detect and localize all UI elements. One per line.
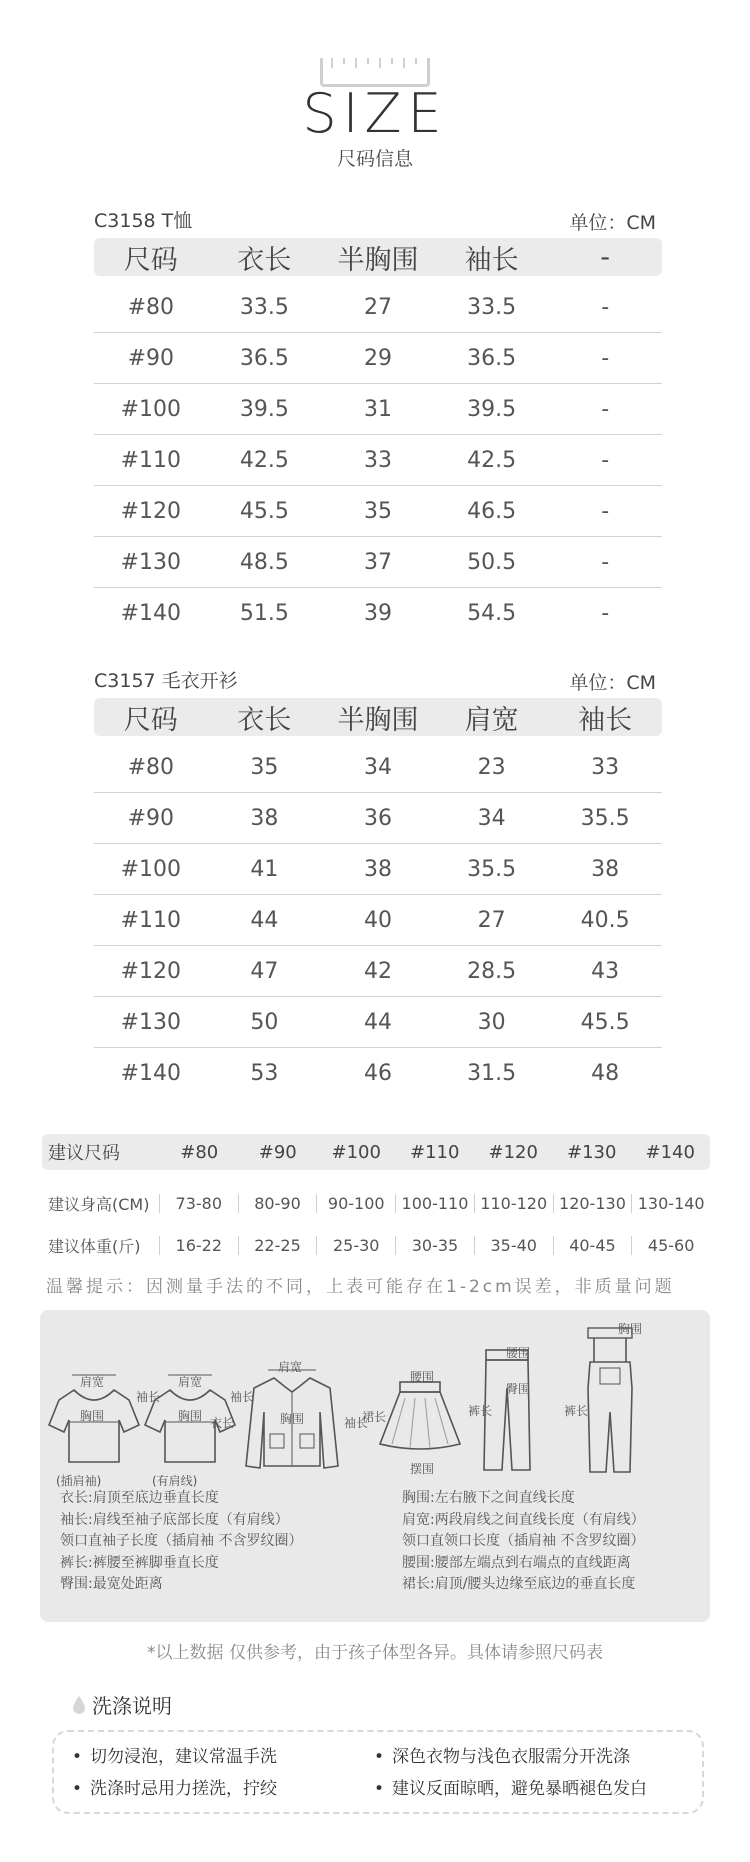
recommend-size: #100 [331,1141,381,1163]
table-cell: #80 [127,294,175,320]
recommend-size: #130 [567,1141,617,1163]
overalls-illustration [570,1322,650,1478]
definition-line: 裤长:裤腰至裤脚垂直长度 [60,1554,219,1571]
table-cell: - [601,498,610,524]
table-cell: - [601,294,610,320]
definition-line: 袖长:肩线至袖子底部长度（有肩线） [60,1511,289,1528]
size-table-2 [94,698,662,1098]
table-cell: 39 [363,600,392,626]
measurement-tip: 温馨提示：因测量手法的不同，上表可能存在1-2cm误差，非质量问题 [46,1277,675,1297]
table-cell: #120 [120,958,182,984]
table-row [94,333,662,384]
wash-instructions-box [52,1730,704,1814]
table-cell: 39.5 [239,396,289,422]
column-header: 肩宽 [464,704,519,736]
recommend-table [42,1134,710,1266]
table-cell: 28.5 [467,958,517,984]
table-cell: 50.5 [467,549,517,575]
recommend-height-row [42,1182,710,1224]
weight-unit: (斤) [112,1236,141,1256]
table-cell: - [601,549,610,575]
table-cell: 35 [363,498,392,524]
definition-line: 腰围:腰部左端点到右端点的直线距离 [402,1554,631,1571]
table-cell: #130 [120,1009,182,1035]
column-header: 衣长 [237,704,292,736]
table-cell: 51.5 [239,600,289,626]
reference-note: *以上数据 仅供参考，由于孩子体型各异。具体请参照尺码表 [147,1643,603,1663]
definitions-left [60,1488,302,1596]
table-cell: #140 [120,600,182,626]
recommend-size: #110 [410,1141,460,1163]
table-cell: 31.5 [467,1060,517,1086]
weight-value: 16-22 [159,1236,238,1255]
table-cell: 38 [250,805,279,831]
table-cell: 39.5 [467,396,517,422]
table-row [94,588,662,638]
wash-item: • 建议反面晾晒，避免暴晒褪色发白 [374,1774,647,1799]
table-cell: 43 [591,958,620,984]
table-cell: #130 [120,549,182,575]
column-header: - [600,241,611,273]
table-cell: 46.5 [467,498,517,524]
label-chest-6: 胸围 [618,1322,643,1336]
weight-label: 建议体重 [48,1236,113,1256]
recommend-header [42,1134,710,1170]
size-table-1 [94,238,662,638]
label-hip-5: 臀围 [506,1382,531,1396]
height-value: 120-130 [553,1194,632,1213]
table-cell: 50 [250,1009,279,1035]
recommend-size-label: 建议尺码 [48,1143,120,1164]
definition-line: 胸围:左右腋下之间直线长度 [402,1490,575,1506]
table-cell: #110 [120,907,182,933]
table-cell: 53 [250,1060,279,1086]
weight-value: 40-45 [553,1236,632,1255]
height-label: 建议身高 [48,1194,113,1214]
definitions-right [402,1488,645,1596]
recommend-size: #80 [180,1141,219,1163]
weight-value: 45-60 [631,1236,710,1255]
label-skirt-4: 裙长 [362,1410,387,1424]
definition-line: 臀围:最宽处距离 [60,1576,163,1592]
table-cell: 48.5 [239,549,289,575]
label-sleeve-2: 袖长 [230,1390,255,1404]
table-cell: 33.5 [467,294,517,320]
column-header: 半胸围 [337,244,419,276]
table-cell: #110 [120,447,182,473]
column-header: 袖长 [464,244,519,276]
table-row [94,282,662,333]
table2-name: C3157 毛衣开衫 [94,670,238,692]
table-cell: 33.5 [239,294,289,320]
table-cell: #80 [127,754,175,780]
table-cell: 44 [363,1009,392,1035]
table-cell: 27 [477,907,506,933]
table-header [94,238,662,276]
table-cell: 34 [477,805,506,831]
table-cell: 45.5 [239,498,289,524]
recommend-size: #90 [258,1141,297,1163]
table-row [94,895,662,946]
page-subtitle: 尺码信息 [336,148,413,170]
table-cell: 33 [591,754,620,780]
label-chest-3: 胸围 [280,1412,305,1426]
table-row [94,435,662,486]
definition-line: 衣长:肩顶至底边垂直长度 [60,1490,219,1506]
table-row [94,742,662,793]
label-length-3: 衣长 [210,1416,235,1430]
table-cell: #100 [120,856,182,882]
column-header: 半胸围 [337,704,419,736]
table-cell: 36.5 [239,345,289,371]
recommend-weight-row [42,1224,710,1266]
label-chest-2: 胸围 [178,1409,203,1423]
overalls-icon [570,1322,650,1478]
table-cell: 48 [591,1060,620,1086]
table-cell: 29 [363,345,392,371]
height-value: 130-140 [631,1194,710,1213]
height-value: 73-80 [159,1194,238,1213]
wash-item: • 深色衣物与浅色衣服需分开洗涤 [374,1742,630,1767]
weight-value: 35-40 [474,1236,553,1255]
table-cell: #140 [120,1060,182,1086]
table-cell: 27 [363,294,392,320]
label-shoulder-2: 肩宽 [178,1375,203,1389]
table-cell: 36 [363,805,392,831]
table-cell: 31 [363,396,392,422]
table-cell: 46 [363,1060,392,1086]
wash-title-text: 洗涤说明 [92,1694,172,1718]
page-title: SIZE [302,82,448,145]
table-cell: 42.5 [239,447,289,473]
label-waist-4: 腰围 [410,1370,435,1384]
height-unit: (CM) [112,1194,150,1214]
table-cell: 36.5 [467,345,517,371]
label-pants-6: 裤长 [564,1404,589,1418]
table-cell: 38 [591,856,620,882]
column-header: 尺码 [123,244,178,276]
table-cell: 47 [250,958,279,984]
table-cell: - [601,345,610,371]
label-hem-4: 摆围 [410,1462,435,1476]
height-value: 100-110 [395,1194,474,1213]
weight-value: 22-25 [238,1236,317,1255]
water-drop-icon [72,1695,86,1715]
height-value: 110-120 [474,1194,553,1213]
label-shoulder-3: 肩宽 [278,1360,303,1374]
label-sleeve-3: 袖长 [344,1416,369,1430]
caption-shoulderline: (有肩线) [152,1474,198,1488]
table-cell: 45.5 [580,1009,630,1035]
table-header [94,698,662,736]
measurement-diagram [40,1310,710,1622]
table-cell: #90 [127,345,175,371]
table-cell: 38 [363,856,392,882]
table-cell: 41 [250,856,279,882]
table-row [94,844,662,895]
table-row [94,537,662,588]
table-cell: #90 [127,805,175,831]
height-value: 80-90 [238,1194,317,1213]
table-row [94,384,662,435]
table-cell: 35 [250,754,279,780]
caption-raglan: (插肩袖) [56,1474,102,1488]
label-sleeve-1: 袖长 [136,1390,161,1404]
wash-item: • 切勿浸泡，建议常温手洗 [72,1742,277,1767]
column-header: 衣长 [237,244,292,276]
wash-title [72,1690,172,1719]
table-cell: 54.5 [467,600,517,626]
recommend-size: #140 [645,1141,695,1163]
table-cell: 35.5 [467,856,517,882]
table-row [94,997,662,1048]
table-cell: 33 [363,447,392,473]
table-cell: #120 [120,498,182,524]
table-cell: 34 [363,754,392,780]
table-cell: 44 [250,907,279,933]
label-waist-5: 腰围 [506,1346,531,1360]
definition-line: 领口直领口长度（插肩袖 不含罗纹圈） [402,1533,645,1549]
table-cell: - [601,600,610,626]
column-header: 尺码 [123,704,178,736]
table-cell: 30 [477,1009,506,1035]
height-value: 90-100 [316,1194,395,1213]
wash-item: • 洗涤时忌用力搓洗，拧绞 [72,1774,277,1799]
table2-unit: 单位：CM [569,672,656,694]
column-header: 袖长 [578,704,633,736]
table-cell: - [601,396,610,422]
table-cell: 40 [363,907,392,933]
definition-line: 裙长:肩顶/腰头边缘至底边的垂直长度 [402,1576,636,1592]
label-chest-1: 胸围 [80,1409,105,1423]
weight-value: 30-35 [395,1236,474,1255]
label-shoulder-1: 肩宽 [80,1375,105,1389]
table-row [94,1048,662,1098]
table-cell: #100 [120,396,182,422]
weight-value: 25-30 [316,1236,395,1255]
table-row [94,486,662,537]
table-cell: 40.5 [580,907,630,933]
recommend-size: #120 [488,1141,538,1163]
definition-line: 领口直袖子长度（插肩袖 不含罗纹圈） [60,1533,303,1549]
table-cell: 42 [363,958,392,984]
table-cell: 23 [477,754,506,780]
table-cell: - [601,447,610,473]
definition-line: 肩宽:两段肩线之间直线长度（有肩线） [402,1511,645,1528]
table1-unit: 单位：CM [569,212,656,234]
table-row [94,793,662,844]
table-cell: 35.5 [580,805,630,831]
table-cell: 37 [363,549,392,575]
table-row [94,946,662,997]
table-cell: 42.5 [467,447,517,473]
label-pants-5: 裤长 [468,1404,493,1418]
table1-name: C3158 T恤 [94,210,193,232]
